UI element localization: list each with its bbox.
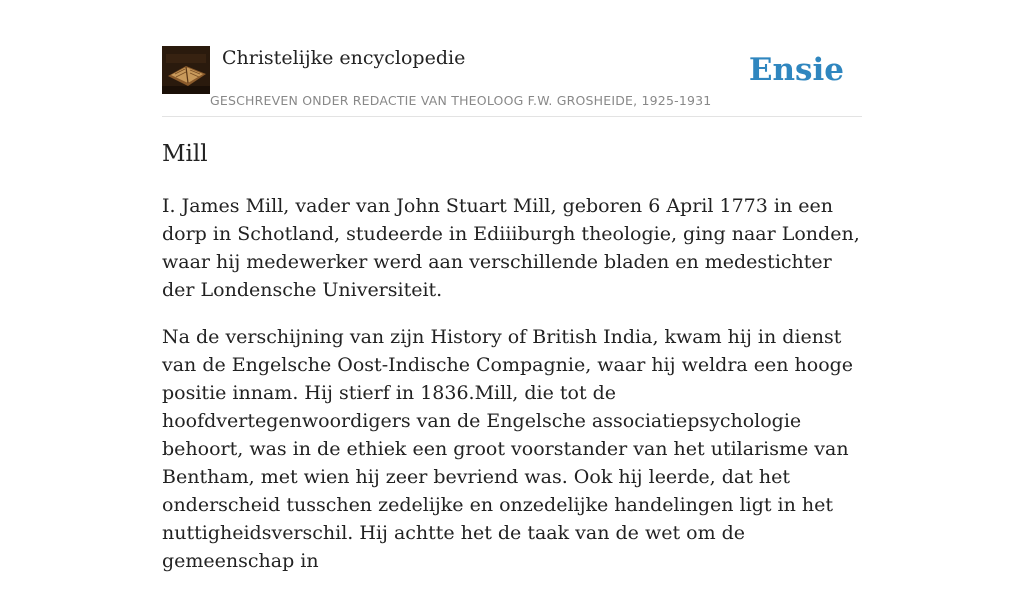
article-title: Mill	[162, 141, 208, 167]
site-subtitle: GESCHREVEN ONDER REDACTIE VAN THEOLOOG F.W. GROSHEIDE, 1925-1931	[210, 93, 712, 108]
brand-logo[interactable]: Ensie	[748, 52, 844, 88]
article-paragraph: Na de verschijning van zijn History of British India, kwam hij in dienst van de Engelsche Oost-Indische Compagnie, waar hij weldra een hooge positie innam. Hij stierf in 1836.Mill, die tot de hoofdvertegenwoordigers van de Engelsche associatiepsychologie behoort, was in de ethiek een groot voorstander van het utilarisme van Bentham, met wien hij zeer bevriend was. Ook hij leerde, dat het onderscheid tusschen zedelijke en onzedelijke handelingen ligt in het nuttigheidsverschil. Hij achtte het de taak van de wet om de gemeenschap in	[162, 326, 854, 572]
book-photo-icon[interactable]	[162, 46, 210, 94]
site-header	[162, 46, 862, 117]
site-title[interactable]: Christelijke encyclopedie	[222, 47, 466, 69]
article-paragraph: I. James Mill, vader van John Stuart Mill, geboren 6 April 1773 in een dorp in Schotland, studeerde in Ediiiburgh theologie, ging naar Londen, waar hij medewerker werd aan verschillende bladen en medestichter der Londensche Universiteit.	[162, 195, 860, 301]
article-body	[162, 192, 862, 594]
